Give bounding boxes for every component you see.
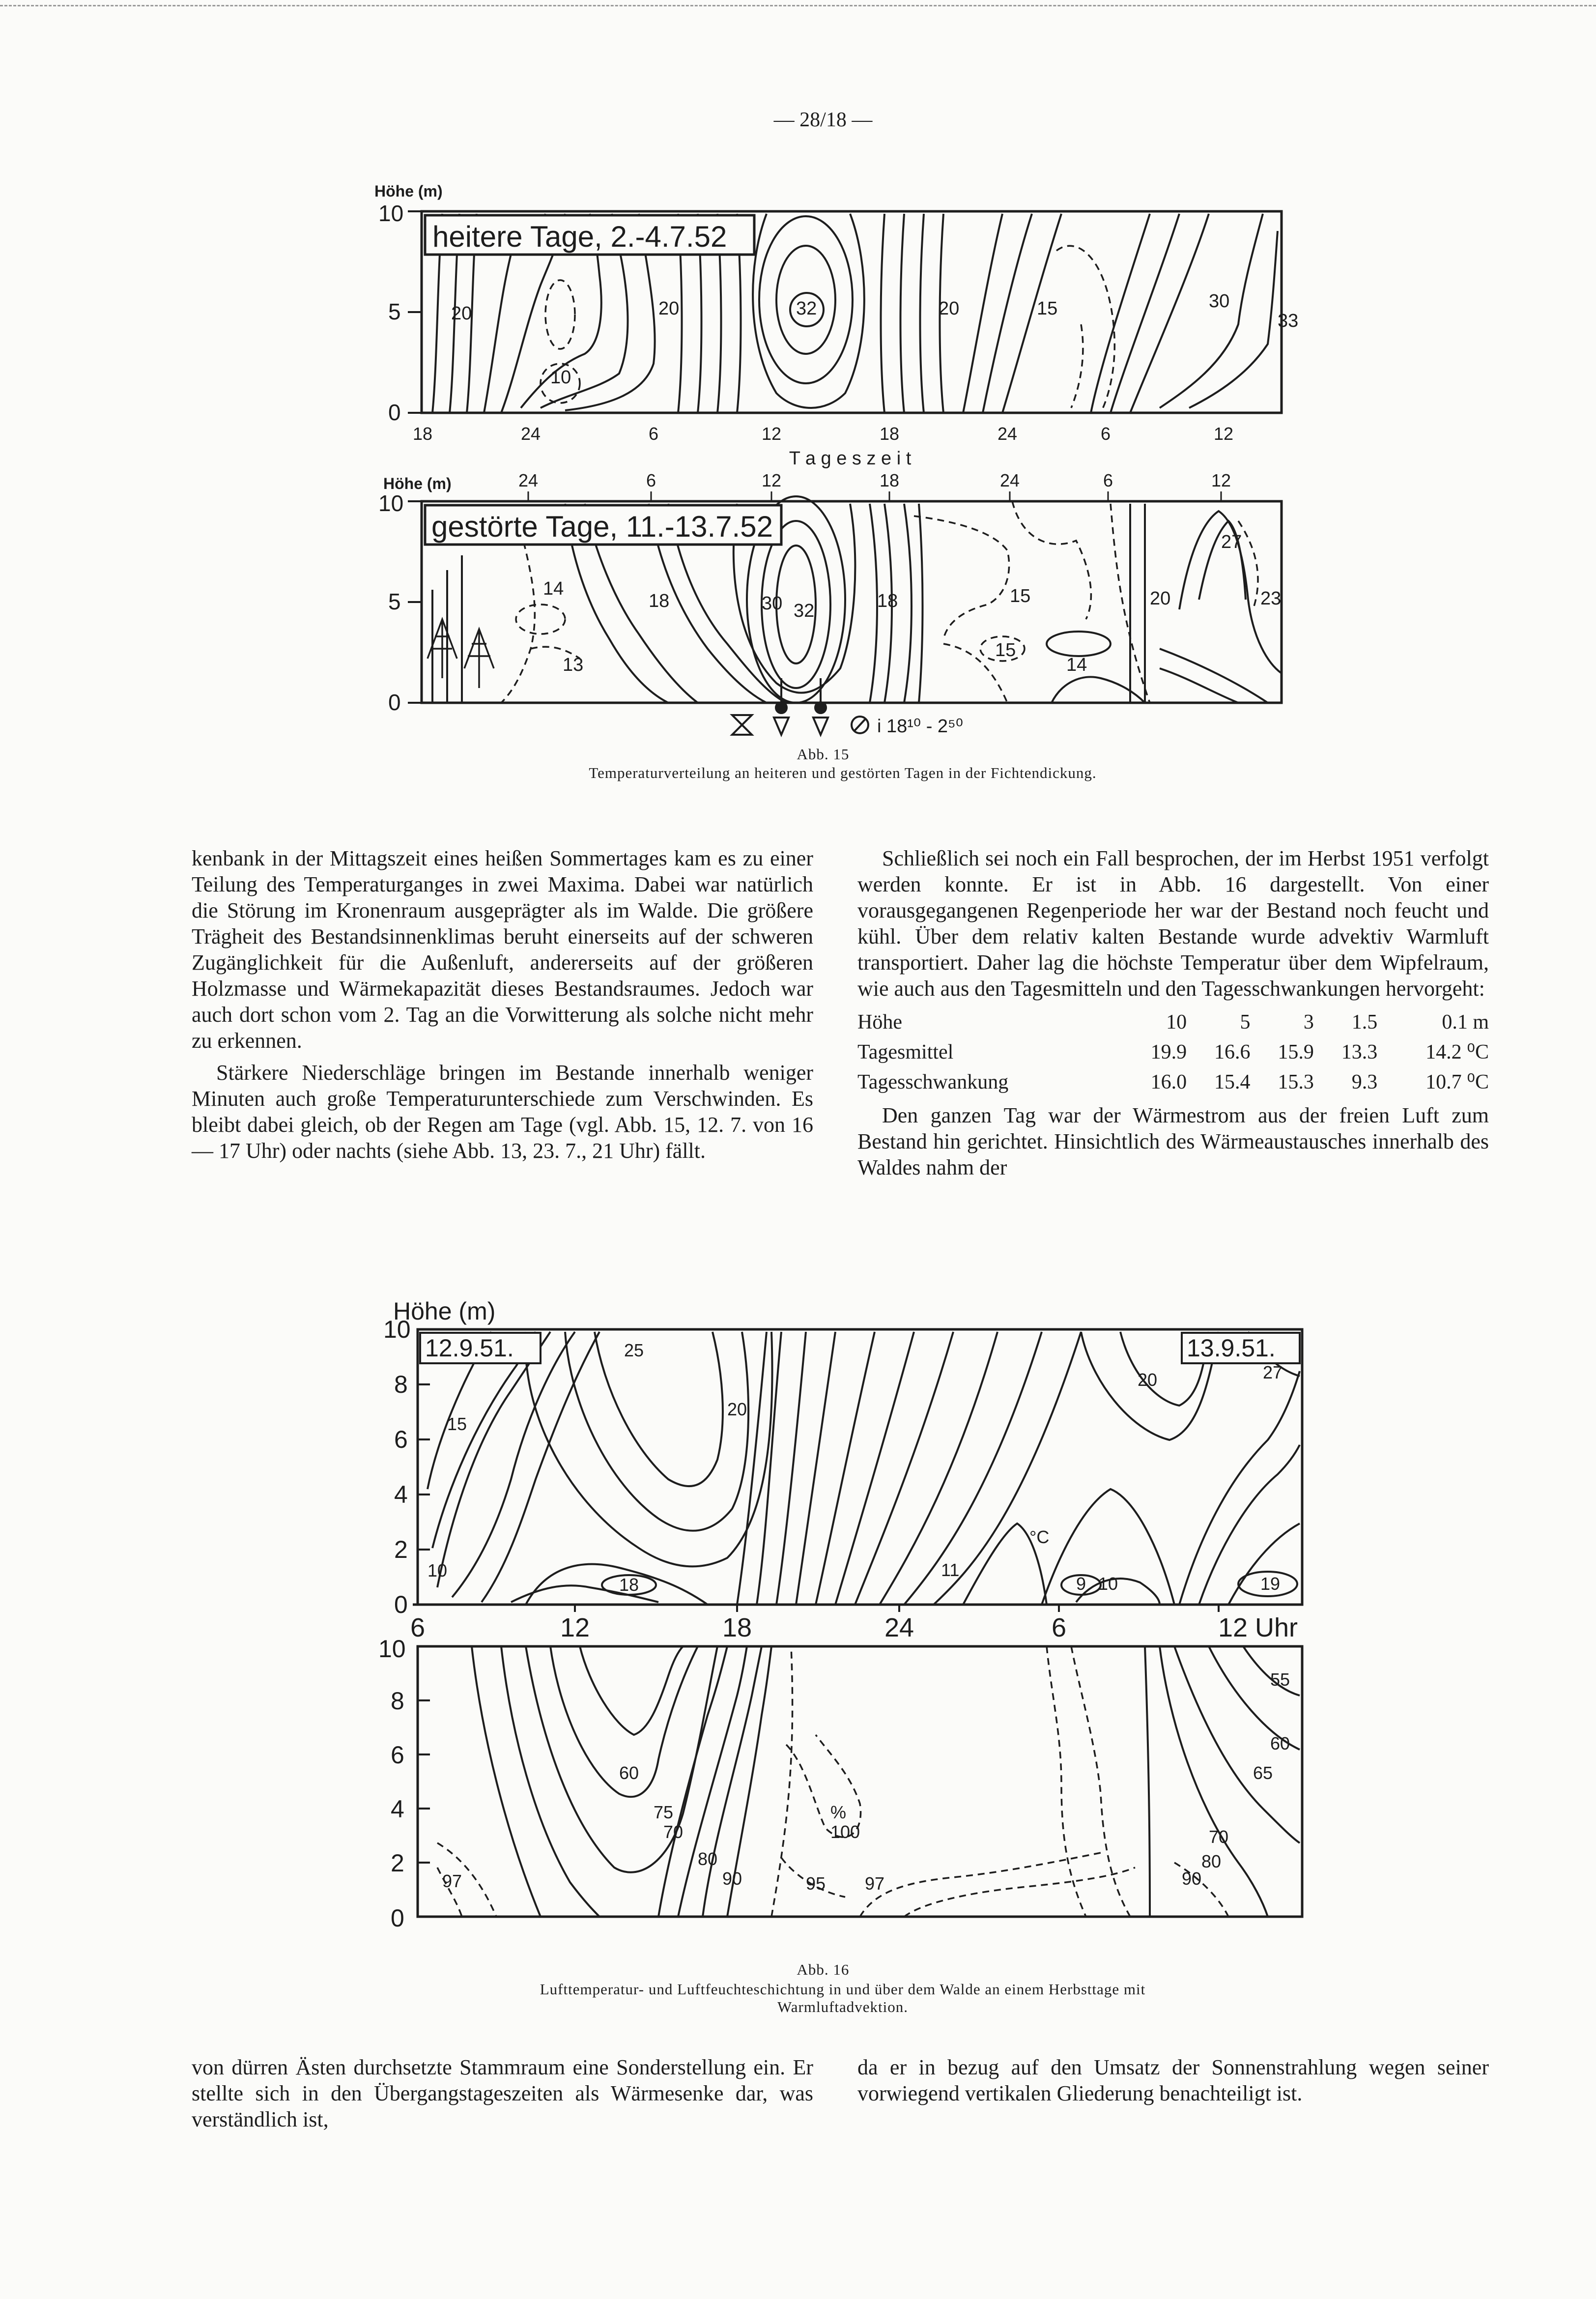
contour-label: 10 — [1098, 1574, 1118, 1594]
contour-label: 70 — [663, 1822, 684, 1842]
y-tick: 2 — [391, 1849, 404, 1877]
y-tick-10: 10 — [378, 490, 404, 516]
x-tick: 6 — [410, 1613, 426, 1642]
figure-15 — [354, 177, 1312, 742]
contour-label: 15 — [995, 640, 1016, 661]
contour-label: 19 — [1260, 1574, 1281, 1594]
contour-label: 75 — [654, 1802, 674, 1822]
scan-top-edge — [0, 5, 1596, 6]
contour-label: 14 — [543, 578, 564, 599]
contour-label: 11 — [941, 1560, 960, 1580]
title-gestoerte-tage: gestörte Tage, 11.-13.7.52 — [431, 510, 773, 543]
contour-label: 27 — [1221, 532, 1242, 552]
x-tick: 12 — [1213, 424, 1234, 444]
y-tick: 4 — [391, 1795, 404, 1823]
contour-label: 60 — [619, 1763, 639, 1783]
x-tick: 24 — [884, 1613, 914, 1642]
value-table — [857, 1007, 1489, 1097]
y-tick-5: 5 — [388, 299, 401, 324]
contour-label: 25 — [624, 1340, 644, 1360]
y-tick: 0 — [394, 1591, 408, 1618]
table-row: Höhe 10 5 3 1.5 0.1 m — [857, 1011, 1489, 1034]
x-tick-top: 24 — [518, 470, 539, 490]
contour-label: 33 — [1278, 311, 1299, 331]
figure-16-caption: Lufttemperatur- und Luftfeuchteschichtung in und über dem Walde an einem Herbsttage mit Warmluftadvektion. — [540, 1981, 1146, 2015]
y-tick: 8 — [394, 1371, 408, 1398]
contour-label: 15 — [1010, 586, 1031, 606]
weather-time-note: i 18¹⁰ - 2⁵⁰ — [877, 716, 964, 737]
x-tick: 18 — [879, 424, 900, 444]
x-tick-top: 6 — [646, 470, 656, 490]
x-axis-label: T a g e s z e i t — [789, 448, 912, 469]
figure-15-label: Abb. 15 — [797, 746, 850, 763]
text-column-right-2 — [857, 2054, 1489, 2112]
x-tick: 18 — [412, 424, 433, 444]
text-column-left-2 — [192, 2054, 813, 2138]
x-tick: 6 — [1051, 1613, 1067, 1642]
contour-label: 100 — [830, 1822, 860, 1842]
contour-label: 30 — [762, 593, 783, 614]
shower-icon — [813, 718, 828, 735]
y-tick: 0 — [391, 1904, 404, 1932]
contour-label: 80 — [1201, 1851, 1222, 1871]
contour-label: 15 — [1037, 298, 1058, 319]
paragraph: Stärkere Niederschläge bringen im Bestande innerhalb weniger Minuten auch große Temperaturunterschiede zum Verschwinden. Es bleibt dabei gleich, ob der Regen am Tage (vgl. Abb. 15, 12. 7. von 16 — 17 Uhr) oder nachts (siehe Abb. 13, 23. 7., 21 Uhr) fällt. — [192, 1061, 813, 1163]
contour-label: 18 — [877, 591, 898, 611]
shower-icon — [774, 718, 789, 735]
contour-label: 13 — [563, 655, 584, 675]
title-heitere-tage: heitere Tage, 2.-4.7.52 — [432, 220, 727, 253]
date-label-right: 13.9.51. — [1187, 1334, 1276, 1362]
y-tick: 10 — [383, 1316, 411, 1343]
x-tick: 24 — [997, 424, 1018, 444]
x-tick-top: 6 — [1103, 470, 1113, 490]
table-row: Tagesmittel 19.9 16.6 15.9 13.3 14.2 ⁰C — [857, 1041, 1489, 1063]
x-tick-top: 18 — [879, 470, 900, 490]
contour-label: 80 — [698, 1849, 718, 1869]
contour-label: 10 — [550, 367, 571, 388]
contour-label: 70 — [1209, 1827, 1229, 1847]
contour-label: 65 — [1253, 1763, 1273, 1783]
y-tick: 10 — [378, 1635, 406, 1663]
y-axis-label-top: Höhe (m) — [374, 182, 443, 200]
table-row: Tagesschwankung 16.0 15.4 15.3 9.3 10.7 ⁰C — [857, 1071, 1489, 1093]
y-axis-label: Höhe (m) — [393, 1297, 496, 1325]
contour-label: 20 — [451, 303, 472, 324]
contour-label: 55 — [1270, 1669, 1290, 1690]
paragraph: da er in bezug auf den Umsatz der Sonnenstrahlung wegen seiner vorwiegend vertikalen Gliederung benachteiligt ist. — [857, 2055, 1489, 2105]
y-tick: 8 — [391, 1687, 404, 1715]
figure-16 — [364, 1293, 1327, 1956]
contour-label: 97 — [865, 1873, 885, 1894]
contour-label: 20 — [1138, 1370, 1158, 1390]
thunderstorm-icon — [732, 715, 752, 735]
rain-dot-icon — [815, 702, 826, 713]
x-tick-top: 24 — [999, 470, 1020, 490]
contour-label: 15 — [447, 1414, 467, 1434]
unit-label: % — [830, 1802, 847, 1822]
contour-label: 90 — [1182, 1868, 1202, 1889]
date-label-left: 12.9.51. — [425, 1334, 514, 1362]
x-tick-top: 12 — [761, 470, 782, 490]
y-axis-label-bottom: Höhe (m) — [383, 475, 452, 492]
contour-label: 20 — [727, 1399, 747, 1419]
x-tick-top: 12 — [1211, 470, 1231, 490]
rain-dot-icon — [776, 702, 787, 713]
x-tick: 24 — [520, 424, 541, 444]
unit-label: °C — [1029, 1527, 1050, 1547]
contour-label: 18 — [649, 591, 670, 611]
x-tick: 6 — [1100, 424, 1111, 444]
x-tick: 18 — [722, 1613, 752, 1642]
paragraph: Schließlich sei noch ein Fall besprochen, der im Herbst 1951 verfolgt werden konnte. Er ist in Abb. 16 dargestellt. Von einer vorausgegangenen Regenperiode her war der Bestand noch feucht und kühl. Über dem relativ kalten Bestande wurde advektiv Warmluft transportiert. Daher lag die höchste Temperatur über dem Wipfelraum, wie auch aus den Tagesmitteln und den Tagesschwankungen hervorgeht: — [857, 846, 1489, 1001]
y-tick-5: 5 — [388, 589, 401, 614]
figure-15-caption: Temperaturverteilung an heiteren und gestörten Tagen in der Fichtendickung. — [589, 764, 1097, 781]
contour-label: 60 — [1270, 1733, 1290, 1753]
x-tick: 6 — [648, 424, 659, 444]
paragraph: kenbank in der Mittagszeit eines heißen Sommertages kam es zu einer Teilung des Temperaturganges in zwei Maxima. Dabei war natürlich die Störung im Kronenraum ausgeprägter als im Walde. Die größere Trägheit des Bestandsinnenklimas beruht einerseits auf der schweren Zugänglichkeit für die Außenluft, andererseits auf der größeren Holzmasse und Wärmekapazität dieses Bestandsraumes. Jedoch war auch dort schon vom 2. Tag an die Vorwitterung als solche nicht mehr zu erkennen. — [192, 846, 813, 1053]
contour-label: 27 — [1263, 1362, 1283, 1382]
contour-label: 97 — [442, 1871, 462, 1891]
y-tick: 2 — [394, 1536, 408, 1563]
page-number: — 28/18 — — [773, 109, 873, 131]
text-column-right-1 — [857, 845, 1489, 1186]
x-tick: 12 — [560, 1613, 590, 1642]
contour-label: 23 — [1260, 588, 1282, 609]
y-tick: 6 — [394, 1426, 408, 1453]
contour-label: 20 — [939, 298, 960, 319]
y-tick-0: 0 — [388, 400, 401, 425]
y-tick-10: 10 — [378, 201, 404, 226]
x-tick: 12 Uhr — [1218, 1613, 1298, 1642]
contour-label: 10 — [428, 1560, 448, 1581]
contour-label: 30 — [1209, 291, 1230, 312]
contour-label: 32 — [796, 298, 817, 319]
contour-label: 14 — [1066, 655, 1087, 675]
contour-label: 32 — [794, 601, 815, 621]
x-tick: 12 — [761, 424, 782, 444]
y-tick: 4 — [394, 1481, 408, 1508]
contour-label: 20 — [1150, 588, 1171, 609]
contour-label: 18 — [619, 1575, 639, 1595]
contour-label: 20 — [658, 298, 680, 319]
paragraph: von dürren Ästen durchsetzte Stammraum eine Sonderstellung ein. Er stellte sich in den Übergangstageszeiten als Wärmesenke dar, was verständlich ist, — [192, 2055, 813, 2131]
y-tick-0: 0 — [388, 690, 401, 715]
contour-label: 9 — [1076, 1574, 1086, 1594]
figure-16-label: Abb. 16 — [797, 1961, 850, 1978]
y-tick: 6 — [391, 1741, 404, 1769]
contour-label: 90 — [722, 1868, 742, 1889]
contour-label: 95 — [806, 1873, 826, 1894]
paragraph: Den ganzen Tag war der Wärmestrom aus der freien Luft zum Bestand hin gerichtet. Hinsichtlich des Wärmeaustausches innerhalb des Waldes nahm der — [857, 1103, 1489, 1179]
text-column-left-1 — [192, 845, 813, 1170]
spruce-tree-icon — [428, 619, 494, 688]
